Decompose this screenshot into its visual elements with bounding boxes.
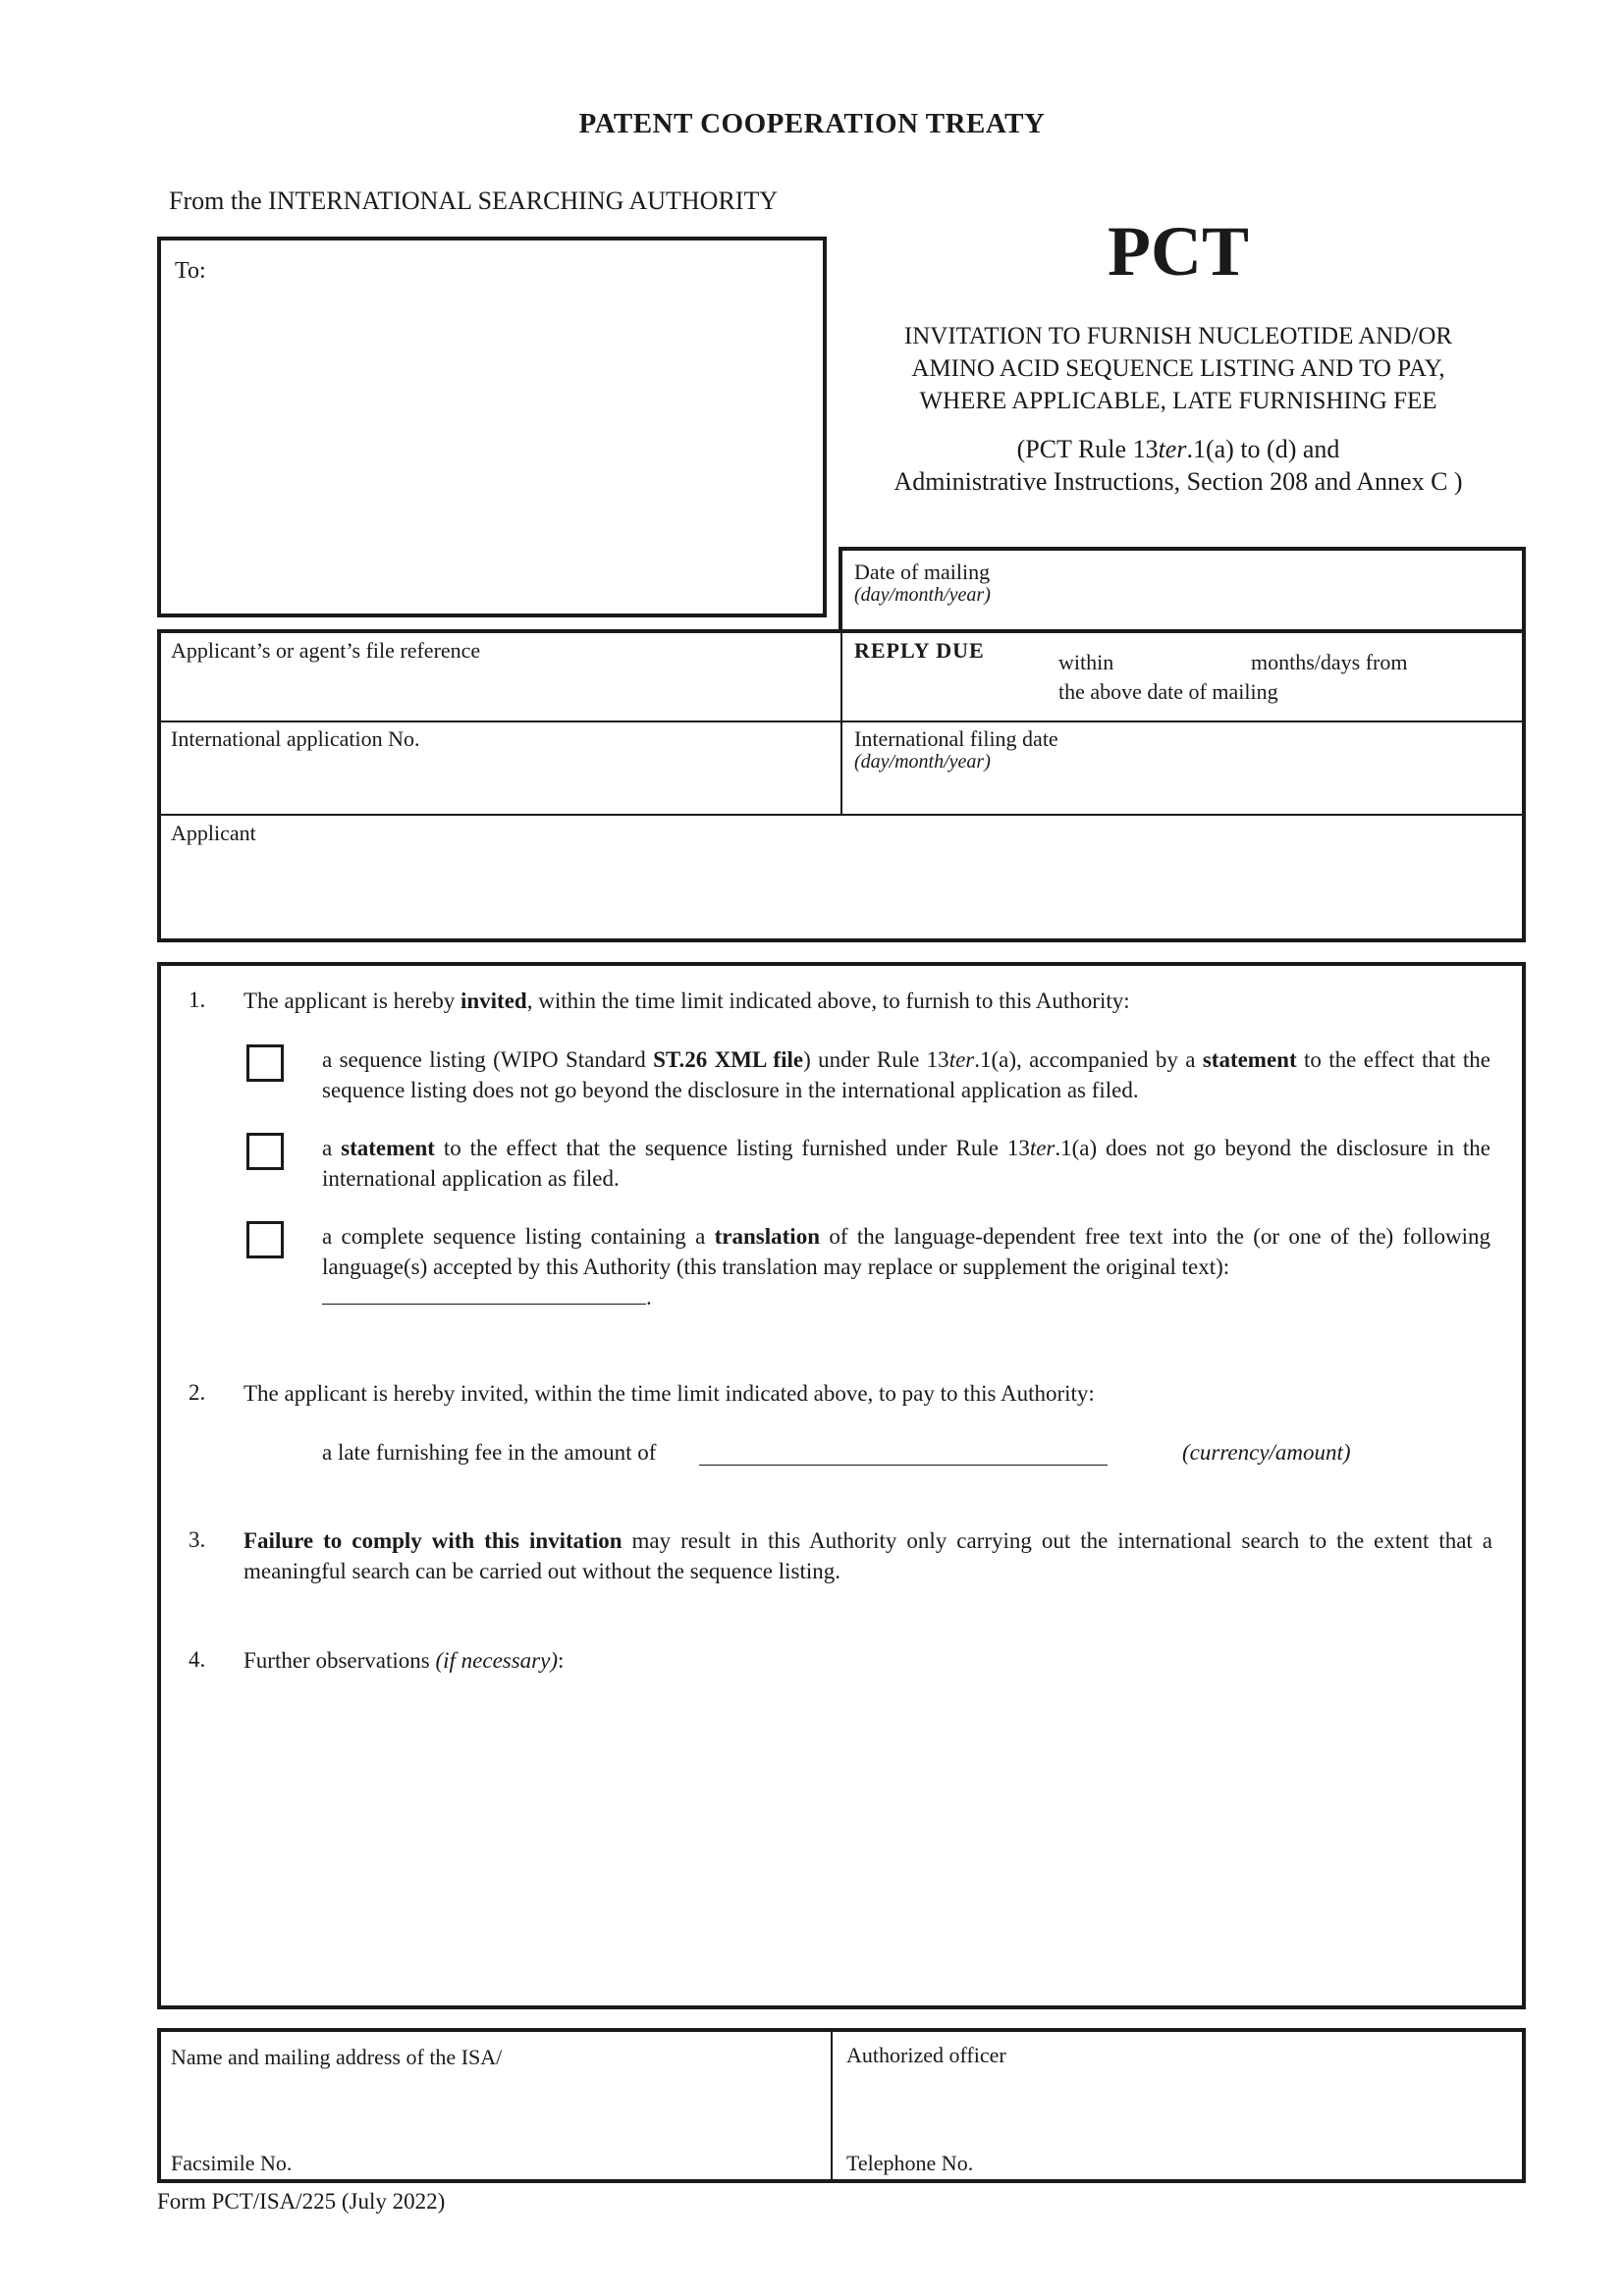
document-title-line: WHERE APPLICABLE, LATE FURNISHING FEE <box>919 388 1437 414</box>
international-application-no-label: International application No. <box>171 726 420 751</box>
file-reference-label: Applicant’s or agent’s file reference <box>171 638 481 663</box>
from-authority-line: From the INTERNATIONAL SEARCHING AUTHORITY <box>169 187 779 215</box>
application-info-table <box>157 547 1526 942</box>
reply-within-label: within <box>1058 650 1114 674</box>
item-number: 3. <box>189 1527 206 1552</box>
item3-failure-text: Failure to comply with this invitation may result in this Authority only carrying out the international search to the extent that a meaningful search can be carried out without the sequence listing. <box>244 1528 1492 1583</box>
rule-reference-line: Administrative Instructions, Section 208 and Annex C ) <box>893 467 1463 496</box>
item1-intro: The applicant is hereby invited, within the time limit indicated above, to furnish to this Authority: <box>244 988 1130 1013</box>
to-label: To: <box>175 258 206 284</box>
form-identifier: Form PCT/ISA/225 (July 2022) <box>157 2189 446 2214</box>
column-divider <box>840 629 842 816</box>
telephone-label: Telephone No. <box>846 2151 974 2175</box>
currency-amount-hint: (currency/amount) <box>1182 1440 1351 1465</box>
reply-after-label: the above date of mailing <box>1058 679 1278 704</box>
option-statement-text: a statement to the effect that the sequence listing furnished under Rule 13ter.1(a) does not go beyond the disclosure in the international application as filed. <box>322 1136 1490 1191</box>
rule-reference <box>844 433 1512 498</box>
form-header-title: PATENT COOPERATION TREATY <box>578 108 1046 139</box>
authorized-officer-label: Authorized officer <box>846 2043 1006 2067</box>
document-title <box>844 320 1512 417</box>
item-number: 1. <box>189 988 206 1012</box>
item-number: 4. <box>189 1647 206 1672</box>
isa-address-label: Name and mailing address of the ISA/ <box>171 2045 503 2069</box>
translation-checkbox[interactable] <box>246 1221 284 1258</box>
pct-logo: PCT <box>1108 212 1249 291</box>
applicant-label: Applicant <box>171 821 256 845</box>
item-number: 2. <box>189 1380 206 1405</box>
further-observations-label: Further observations (if necessary): <box>244 1648 565 1673</box>
isa-contact-box <box>157 2028 1526 2183</box>
international-filing-date-label: International filing date <box>854 726 1058 751</box>
rule-reference-line: (PCT Rule 13ter.1(a) to (d) and <box>1016 435 1340 463</box>
late-fee-label: a late furnishing fee in the amount of <box>322 1440 657 1465</box>
date-format-hint: (day/month/year) <box>854 584 991 606</box>
date-of-mailing-label: Date of mailing <box>854 560 991 584</box>
statement-checkbox[interactable] <box>246 1133 284 1170</box>
facsimile-label: Facsimile No. <box>171 2151 293 2175</box>
option-translation-text: a complete sequence listing containing a translation of the language-dependent free text into the (or one of the) following language(s) accepted by this Authority (this translation may replace or supplement the original text): . <box>322 1224 1490 1309</box>
option-sequence-listing-text: a sequence listing (WIPO Standard ST.26 XML file) under Rule 13ter.1(a), accompanied by a statement to the effect that the sequence listing does not go beyond the disclosure in the international application as filed. <box>322 1047 1491 1102</box>
document-title-line: AMINO ACID SEQUENCE LISTING AND TO PAY, <box>911 355 1445 382</box>
reply-due-label: REPLY DUE <box>854 638 985 663</box>
sequence-listing-checkbox[interactable] <box>246 1044 284 1082</box>
invitation-items-box <box>157 962 1526 2009</box>
column-divider <box>831 2032 833 2179</box>
filing-date-format-hint: (day/month/year) <box>854 751 991 773</box>
late-fee-amount-field[interactable] <box>699 1439 1108 1466</box>
item2-intro: The applicant is hereby invited, within the time limit indicated above, to pay to this Authority: <box>244 1381 1095 1406</box>
language-blank-field[interactable] <box>322 1282 646 1305</box>
document-title-line: INVITATION TO FURNISH NUCLEOTIDE AND/OR <box>903 323 1453 349</box>
reply-period-unit: months/days from <box>1251 650 1408 674</box>
